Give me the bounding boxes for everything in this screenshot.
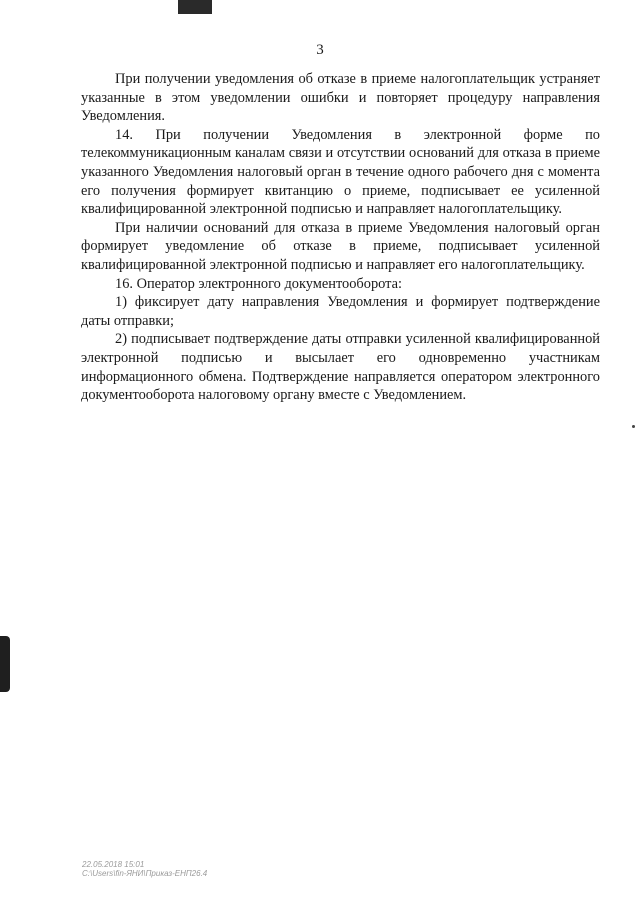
footer-timestamp: 22.05.2018 15:01 — [82, 860, 145, 869]
document-body — [81, 70, 600, 405]
scan-artifact-top — [178, 0, 212, 14]
paragraph-refusal-grounds: При наличии оснований для отказа в приеме Уведомления налоговый орган формирует уведомление об отказе в приеме, подписывает усиленной квалифицированной электронной подписью и направляет его налогоплательщику. — [81, 219, 600, 273]
footer-file-path: C:\Users\fin-ЯНИ\Приказ-ЕНП26.4 — [82, 869, 208, 878]
paragraph-16-item-2: 2) подписывает подтверждение даты отправки усиленной квалифицированной электронной подписью и высылает его одновременно участникам информационного обмена. Подтверждение направляется оператором электронного документооборота налоговому органу вместе с Уведомлением. — [81, 331, 600, 404]
paragraph-refusal-notice: При получении уведомления об отказе в приеме налогоплательщик устраняет указанные в этом уведомлении ошибки и повторяет процедуру направления Уведомления. — [81, 71, 600, 125]
paragraph-14: 14. При получении Уведомления в электронной форме по телекоммуникационным каналам связи и отсутствии оснований для отказа в приеме указанного Уведомления налоговый орган в течение одного рабочего дня с момента его получения формирует квитанцию о приеме, подписывает ее усиленной квалифицированной электронной подписью и направляет налогоплательщику. — [81, 126, 600, 218]
page-number: 3 — [316, 42, 324, 58]
paragraph-16-item-1: 1) фиксирует дату направления Уведомления и формирует подтверждение даты отправки; — [81, 294, 600, 329]
scan-artifact-dot — [632, 425, 635, 428]
paragraph-16: 16. Оператор электронного документооборота: — [115, 275, 403, 292]
scan-artifact-left — [0, 636, 10, 692]
file-footer — [82, 860, 207, 878]
